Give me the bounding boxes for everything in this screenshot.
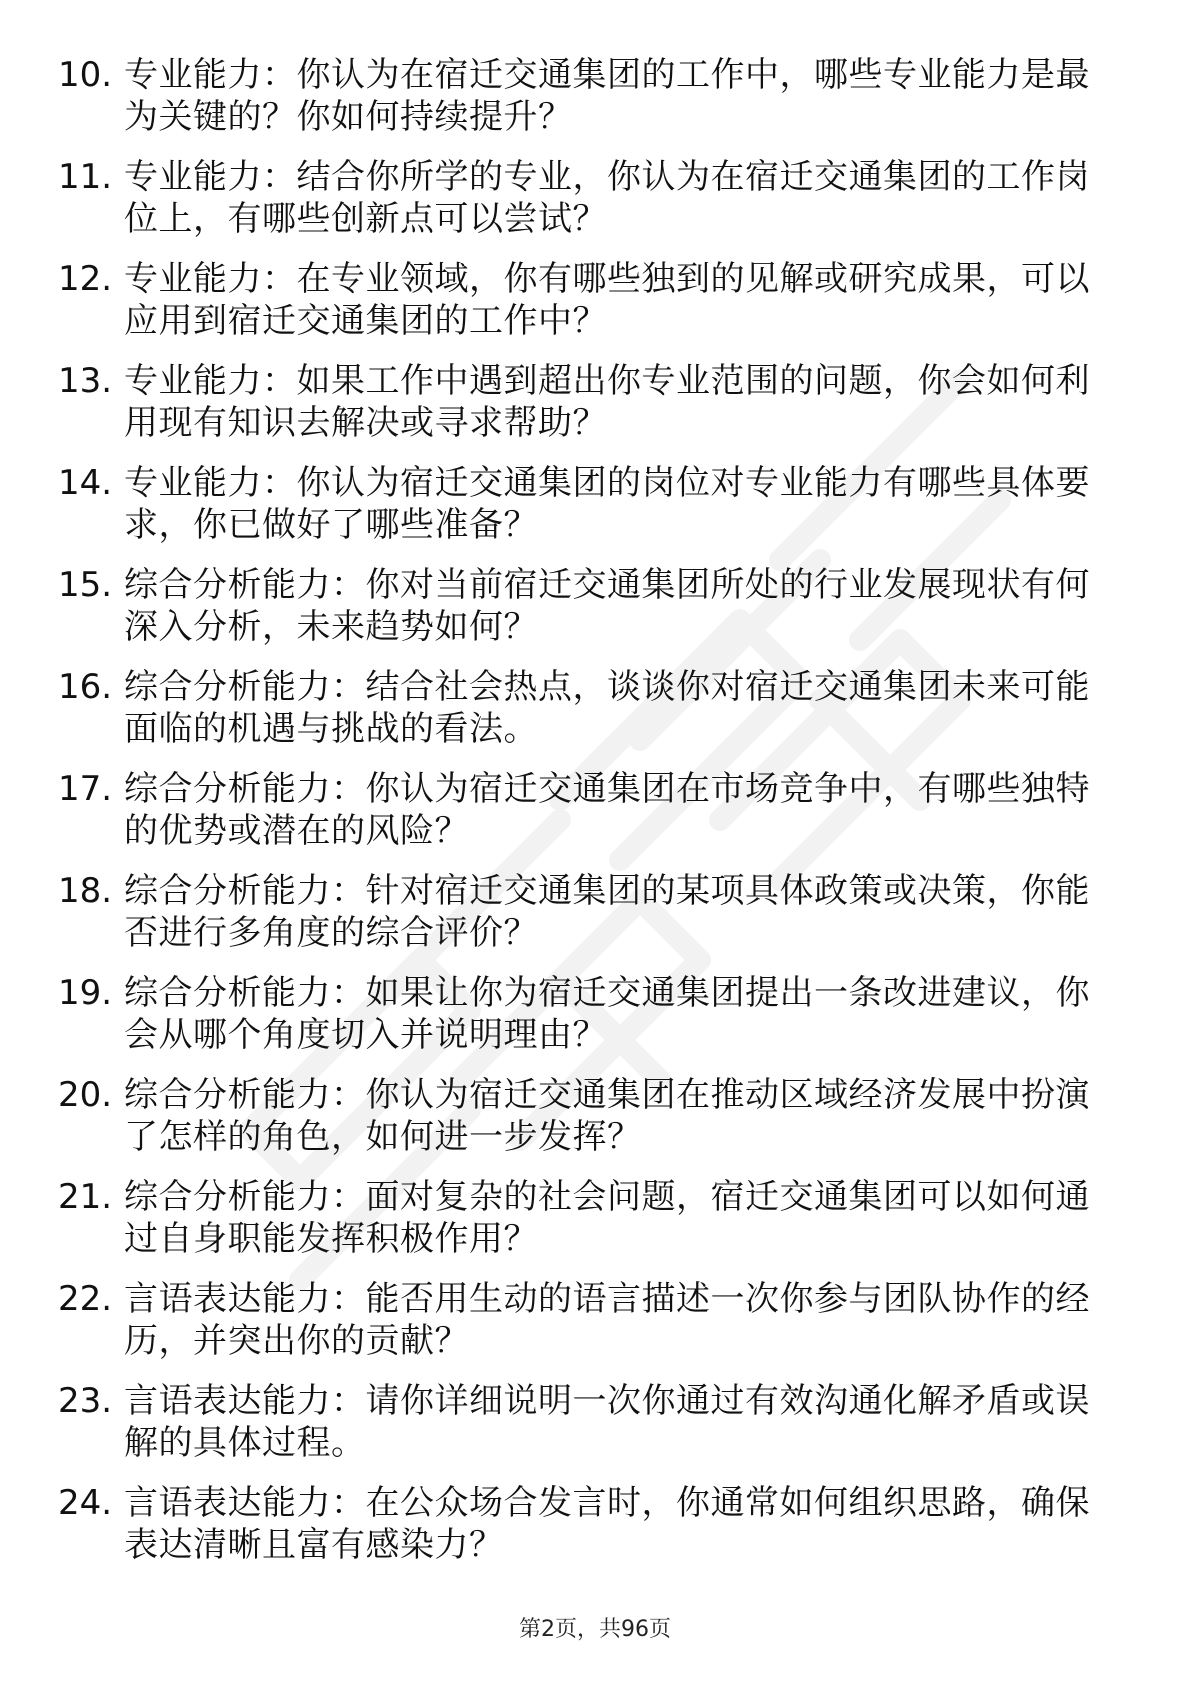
list-item	[58, 972, 1120, 1074]
list-item	[58, 564, 1120, 666]
question-number: 14.	[58, 463, 113, 503]
list-item	[58, 1176, 1120, 1278]
question-text: 言语表达能力：在公众场合发言时，你通常如何组织思路，确保表达清晰且富有感染力？	[124, 1483, 1090, 1565]
question-text: 综合分析能力：你认为宿迁交通集团在市场竞争中，有哪些独特的优势或潜在的风险？	[124, 769, 1090, 851]
question-text: 专业能力：你认为在宿迁交通集团的工作中，哪些专业能力是最为关键的？你如何持续提升？	[124, 55, 1090, 137]
question-text: 综合分析能力：针对宿迁交通集团的某项具体政策或决策，你能否进行多角度的综合评价？	[124, 871, 1090, 953]
question-text: 综合分析能力：你对当前宿迁交通集团所处的行业发展现状有何深入分析，未来趋势如何？	[124, 565, 1090, 647]
question-text: 综合分析能力：面对复杂的社会问题，宿迁交通集团可以如何通过自身职能发挥积极作用？	[124, 1177, 1090, 1259]
question-text: 专业能力：如果工作中遇到超出你专业范围的问题，你会如何利用现有知识去解决或寻求帮助？	[124, 361, 1090, 443]
list-item	[58, 768, 1120, 870]
question-number: 23.	[58, 1381, 113, 1421]
question-number: 11.	[58, 157, 113, 197]
question-number: 18.	[58, 871, 113, 911]
question-text: 综合分析能力：结合社会热点，谈谈你对宿迁交通集团未来可能面临的机遇与挑战的看法。	[124, 667, 1090, 749]
page-footer: 第2页，共96页	[519, 1617, 671, 1642]
list-item	[58, 360, 1120, 462]
question-text: 专业能力：在专业领域，你有哪些独到的见解或研究成果，可以应用到宿迁交通集团的工作中？	[124, 259, 1090, 341]
question-number: 17.	[58, 769, 113, 809]
question-number: 19.	[58, 973, 113, 1013]
list-item	[58, 462, 1120, 564]
list-item	[58, 1482, 1120, 1584]
list-item	[58, 156, 1120, 258]
question-list	[58, 54, 1120, 1584]
list-item	[58, 870, 1120, 972]
question-text: 专业能力：你认为宿迁交通集团的岗位对专业能力有哪些具体要求，你已做好了哪些准备？	[124, 463, 1090, 545]
question-number: 13.	[58, 361, 113, 401]
list-item	[58, 54, 1120, 156]
list-item	[58, 258, 1120, 360]
list-item	[58, 1380, 1120, 1482]
question-text: 言语表达能力：能否用生动的语言描述一次你参与团队协作的经历，并突出你的贡献？	[124, 1279, 1090, 1361]
question-text: 言语表达能力：请你详细说明一次你通过有效沟通化解矛盾或误解的具体过程。	[124, 1381, 1090, 1463]
question-number: 24.	[58, 1483, 113, 1523]
question-number: 16.	[58, 667, 113, 707]
question-text: 专业能力：结合你所学的专业，你认为在宿迁交通集团的工作岗位上，有哪些创新点可以尝试？	[124, 157, 1090, 239]
list-item	[58, 1074, 1120, 1176]
question-number: 21.	[58, 1177, 113, 1217]
question-text: 综合分析能力：你认为宿迁交通集团在推动区域经济发展中扮演了怎样的角色，如何进一步发挥？	[124, 1075, 1090, 1157]
question-number: 10.	[58, 55, 113, 95]
question-number: 12.	[58, 259, 113, 299]
question-number: 22.	[58, 1279, 113, 1319]
question-number: 20.	[58, 1075, 113, 1115]
list-item	[58, 1278, 1120, 1380]
list-item	[58, 666, 1120, 768]
question-number: 15.	[58, 565, 113, 605]
question-text: 综合分析能力：如果让你为宿迁交通集团提出一条改进建议，你会从哪个角度切入并说明理由？	[124, 973, 1090, 1055]
